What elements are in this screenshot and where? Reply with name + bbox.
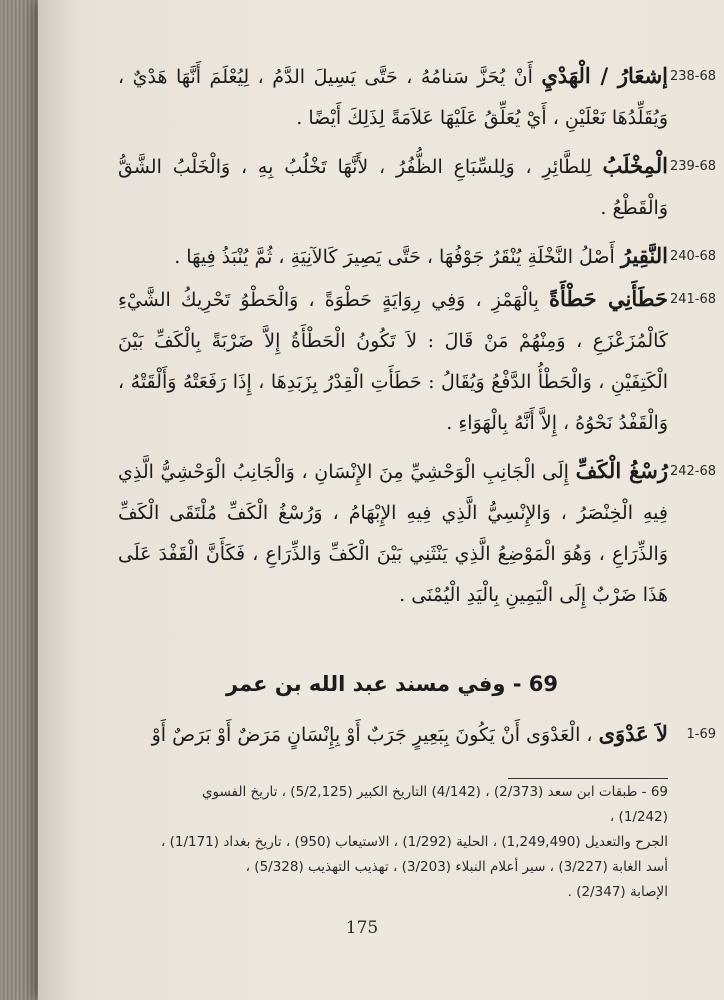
entry-242-68 bbox=[118, 450, 716, 616]
entry-number: 238-68 bbox=[669, 69, 716, 84]
entry-number: 1-69 bbox=[686, 727, 716, 742]
entry-text: أَصْلُ النَّخْلَةِ يُنْقَرُ جَوْفُهَا ، حَتَّى يَصِيرَ كَالآنِيَةِ ، ثُمَّ يُنْبَذُ فِيهَا . bbox=[174, 246, 621, 268]
entry-241-68 bbox=[118, 278, 716, 444]
entry-number: 239-68 bbox=[669, 159, 716, 174]
entry-text: أَنْ يُحَزَّ سَنامُهُ ، حَتَّى يَسِيلَ الدَّمُ ، لِيُعْلَمَ أَنَّهَا هَدْيٌ ، وَيُقَلِّدُهَا نَعْلَيْنِ ، أَيْ يُعَلِّقُ عَلَيْهَا عَلاَمَةً لِذَلِكَ أَيْضًا . bbox=[118, 66, 668, 129]
footnotes bbox=[150, 780, 668, 905]
entry-1-69 bbox=[118, 713, 716, 756]
entry-text: إِلَى الْجَانِبِ الْوَحْشِيِّ مِنَ الإِنْسَانِ ، وَالْجَانِبُ الْوَحْشِيُّ الَّذِي فِيهِ الْخِنْصَرُ ، وَالإِنْسِيُّ الَّذِي فِيهِ الإِبْهَامُ ، وَرُسْغُ الْكَفِّ مُلْتَقَى الْكَفِّ وَالذِّرَاعِ ، وَهُوَ الْمَوْضِعُ الَّذِي يَنْثَنِي بَيْنَ الْكَفِّ وَالذِّرَاعِ ، فَكَأَنَّ الْقَفْدَ عَلَى هَذَا ضَرْبٌ إِلَى الْيَمِينِ بِالْيَدِ الْيُمْنَى . bbox=[118, 461, 668, 606]
entry-238-68 bbox=[118, 55, 716, 139]
glossary-entries bbox=[118, 55, 716, 616]
footnote-line: الإصابة (2/347) . bbox=[567, 884, 668, 900]
footnote-line: 69 - طبقات ابن سعد (2/373) ، (4/142) التاريخ الكبير (5/2,125) ، تاريخ الفسوي (1/242) ، bbox=[201, 784, 668, 825]
entry-text: لِلطَّائِرِ ، وَلِلسِّبَاعِ الظُّفُرُ ، لأَنَّهَا تَخْلُبُ بِهِ ، وَالْخَلْبُ الشَّقُّ وَالْقَطْعُ . bbox=[118, 156, 668, 219]
entry-headword: رُسْغُ الْكَفِّ bbox=[575, 458, 668, 483]
entry-number: 241-68 bbox=[669, 292, 716, 307]
entry-text: بِالْهَمْزِ ، وَفِي رِوَايَةٍ حَطْوَةً ، وَالْحَطْوُ تَحْرِيكُ الشَّيْءِ كَالْمُزَعْزَعِ ، وَمِنْهُمْ مَنْ قَالَ : لاَ تَكُونُ الْحَطْأَةُ إِلاَّ ضَرْبَةً بِالْكَفِّ بَيْنَ الْكَتِفَيْنِ ، وَالْحَطْأُ الدَّفْعُ وَيُقَالُ : حَطَأَتِ الْقِدْرُ بِزَبَدِهَا ، إِذَا رَفَعَتْهُ وَأَلْقَتْهُ ، وَالْقَفْدُ نَحْوُهُ ، إِلاَّ أَنَّهُ بِالْهَوَاءِ . bbox=[118, 289, 668, 434]
entry-headword: لاَ عَدْوَى bbox=[598, 721, 668, 746]
entry-number: 242-68 bbox=[669, 464, 716, 479]
entry-headword: النَّقِيرُ bbox=[620, 243, 668, 268]
section-title: 69 - وفي مسند عبد الله بن عمر bbox=[226, 672, 558, 696]
entry-text: ، الْعَدْوَى أَنْ يَكُونَ بِبَعِيرٍ جَرَبٌ أَوْ بِإِنْسَانٍ مَرَضٌ أَوْ بَرَصٌ أَوْ bbox=[151, 724, 599, 746]
footnote-line: الجرح والتعديل (1,249,490) ، الحلية (1/292) ، الاستيعاب (950) ، تاريخ بغداد (1/171) ، bbox=[160, 834, 668, 850]
entry-240-68 bbox=[118, 235, 716, 278]
page-stack-edge bbox=[0, 0, 38, 1000]
footnote-line: أسد الغابة (3/227) ، سير أعلام النبلاء (3/203) ، تهذيب التهذيب (5/328) ، bbox=[245, 859, 668, 875]
entry-headword: إشعَارُ / الْهَدْيِ bbox=[541, 63, 669, 88]
entry-headword: الْمِخْلَبُ bbox=[602, 153, 668, 178]
entry-headword: حَطَأَنِي حَطْأَةً bbox=[549, 286, 669, 311]
entry-number: 240-68 bbox=[669, 249, 716, 264]
entry-239-68 bbox=[118, 145, 716, 229]
footnote-rule bbox=[508, 778, 668, 779]
page-number: 175 bbox=[345, 918, 379, 938]
